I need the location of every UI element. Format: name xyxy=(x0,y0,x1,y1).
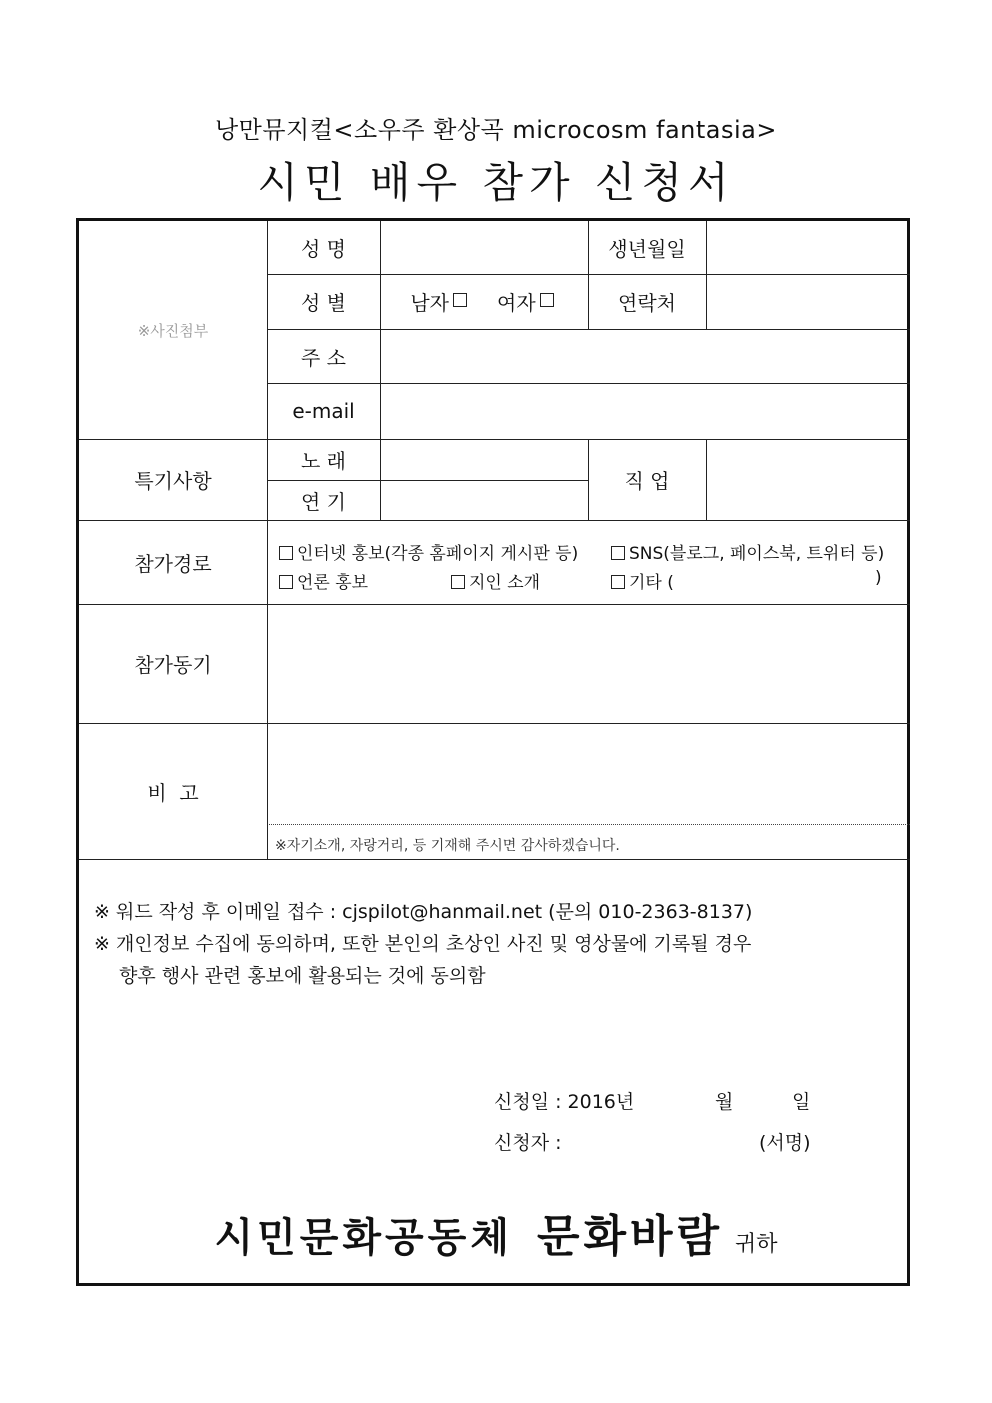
photo-placeholder[interactable] xyxy=(79,221,267,439)
checkbox-icon[interactable] xyxy=(611,546,625,560)
signature-note: (서명) xyxy=(759,1132,811,1154)
notice-email: ※ 워드 작성 후 이메일 접수 : cjspilot@hanmail.net (문의 010-2363-8137) xyxy=(94,901,753,923)
name-label: 성 명 xyxy=(301,237,346,261)
job-label: 직 업 xyxy=(624,469,670,493)
contact-label: 연락처 xyxy=(618,291,676,315)
day-label: 일 xyxy=(792,1091,811,1113)
checkbox-icon[interactable] xyxy=(611,575,625,589)
honorific: 귀하 xyxy=(734,1232,778,1257)
remarks-label: 비 고 xyxy=(147,780,199,805)
form-title: 시민 배우 참가 신청서 xyxy=(257,158,735,207)
email-field[interactable] xyxy=(380,383,910,439)
acting-label: 연 기 xyxy=(301,489,346,514)
address-field[interactable] xyxy=(380,329,910,383)
route-label: 참가경로 xyxy=(134,551,212,576)
notice-consent: 향후 행사 관련 홍보에 활용되는 것에 동의함 xyxy=(119,965,486,987)
remarks-field[interactable] xyxy=(267,723,910,824)
org-brand: 문화바람 xyxy=(536,1211,723,1262)
contact-field[interactable] xyxy=(706,274,910,329)
birth-field[interactable] xyxy=(706,221,910,274)
route-option-friend[interactable]: 지인 소개 xyxy=(447,568,540,593)
gender-field xyxy=(380,274,588,329)
route-option-other[interactable]: 기타 ( xyxy=(607,568,674,593)
gender-male-checkbox[interactable] xyxy=(453,293,467,307)
notice-privacy: ※ 개인정보 수집에 동의하며, 또한 본인의 초상인 사진 및 영상물에 기록될 경우 xyxy=(94,933,752,955)
song-label: 노 래 xyxy=(301,449,346,473)
checkbox-icon[interactable] xyxy=(451,575,465,589)
checkbox-icon[interactable] xyxy=(279,546,293,560)
birth-label: 생년월일 xyxy=(608,237,686,261)
acting-field[interactable] xyxy=(380,480,588,520)
route-option-internet[interactable]: 인터넷 홍보(각종 홈페이지 게시판 등) xyxy=(275,539,578,564)
name-field[interactable] xyxy=(380,221,588,274)
motive-label: 참가동기 xyxy=(134,653,212,677)
email-label: e-mail xyxy=(292,399,355,423)
song-field[interactable] xyxy=(380,439,588,480)
gender-male-label: 남자 xyxy=(410,291,449,315)
gender-label: 성 별 xyxy=(301,291,346,315)
applicant-label: 신청자 : xyxy=(494,1132,562,1154)
route-option-sns[interactable]: SNS(블로그, 페이스북, 트위터 등) xyxy=(607,539,884,564)
job-field[interactable] xyxy=(706,439,910,520)
route-other-close: ) xyxy=(875,568,882,588)
application-form xyxy=(76,218,910,1286)
remarks-note: ※자기소개, 자랑거리, 등 기재해 주시면 감사하겠습니다. xyxy=(275,838,620,854)
checkbox-icon[interactable] xyxy=(279,575,293,589)
form-subtitle: 낭만뮤지컬<소우주 환상곡 microcosm fantasia> xyxy=(214,116,778,144)
gender-female-checkbox[interactable] xyxy=(540,293,554,307)
gender-female-label: 여자 xyxy=(497,291,536,315)
application-date-label: 신청일 : 2016년 xyxy=(494,1091,635,1113)
photo-note: ※사진첨부 xyxy=(137,321,209,340)
month-label: 월 xyxy=(715,1091,734,1113)
address-label: 주 소 xyxy=(301,345,346,370)
motive-field[interactable] xyxy=(267,604,910,723)
org-name: 시민문화공동체 xyxy=(214,1215,513,1261)
special-label: 특기사항 xyxy=(134,469,212,493)
addressee xyxy=(0,1200,992,1264)
route-option-press[interactable]: 언론 홍보 xyxy=(275,568,368,593)
